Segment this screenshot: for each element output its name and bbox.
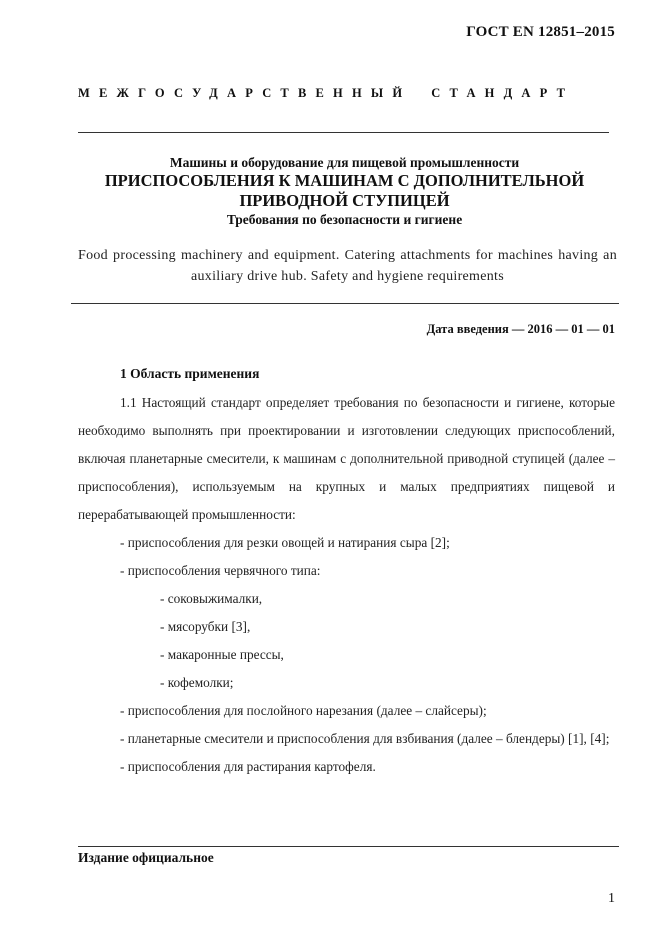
page-number: 1 [608, 891, 615, 906]
list-item: - приспособления для растирания картофеля. [120, 759, 376, 774]
sub-list-item: - мясорубки [3], [160, 619, 251, 634]
list-item: - планетарные смесители и приспособления для взбивания (далее – блендеры) [1], [4]; [120, 731, 610, 746]
sub-list-item: - соковыжималки, [160, 591, 263, 606]
standard-type-heading [78, 86, 609, 101]
main-title-line-1: ПРИСПОСОБЛЕНИЯ К МАШИНАМ С ДОПОЛНИТЕЛЬНОЙ [104, 171, 585, 190]
standard-type-word-2: СТАНДАРТ [431, 86, 575, 100]
edition-label: Издание официальное [78, 850, 214, 865]
standard-type-word-1: МЕЖГОСУДАРСТВЕННЫЙ [78, 86, 412, 100]
list-item: - приспособления червячного типа: [120, 563, 321, 578]
introduction-date: Дата введения — 2016 — 01 — 01 [426, 322, 615, 336]
english-title: Food processing machinery and equipment. Catering attachments for machines having an auxiliary drive hub. Safety and hygiene requirements [78, 248, 617, 284]
sub-list-item: - макаронные прессы, [160, 647, 284, 662]
category-title: Машины и оборудование для пищевой промышленности [169, 155, 520, 170]
section-heading: 1 Область применения [120, 366, 260, 381]
footer-divider [78, 846, 619, 847]
section-body [78, 389, 615, 781]
requirements-title: Требования по безопасности и гигиене [226, 212, 463, 227]
top-divider [78, 132, 609, 133]
main-title-line-2: ПРИВОДНОЙ СТУПИЦЕЙ [239, 191, 450, 210]
title-block [70, 154, 619, 229]
scope-paragraph: 1.1 Настоящий стандарт определяет требования по безопасности и гигиене, которые необходимо выполнять при проектировании и изготовлении следующих приспособлений, включая планетарные смесители, к машинам с дополнительной приводной ступицей (далее – приспособления), используемым на крупных и малых предприятиях пищевой и перерабатывающей промышленности: [78, 395, 615, 522]
title-divider [71, 303, 619, 304]
list-item: - приспособления для резки овощей и натирания сыра [2]; [120, 535, 450, 550]
sub-list-item: - кофемолки; [160, 675, 234, 690]
gost-number: ГОСТ EN 12851–2015 [466, 24, 615, 40]
list-item: - приспособления для послойного нарезания (далее – слайсеры); [120, 703, 487, 718]
